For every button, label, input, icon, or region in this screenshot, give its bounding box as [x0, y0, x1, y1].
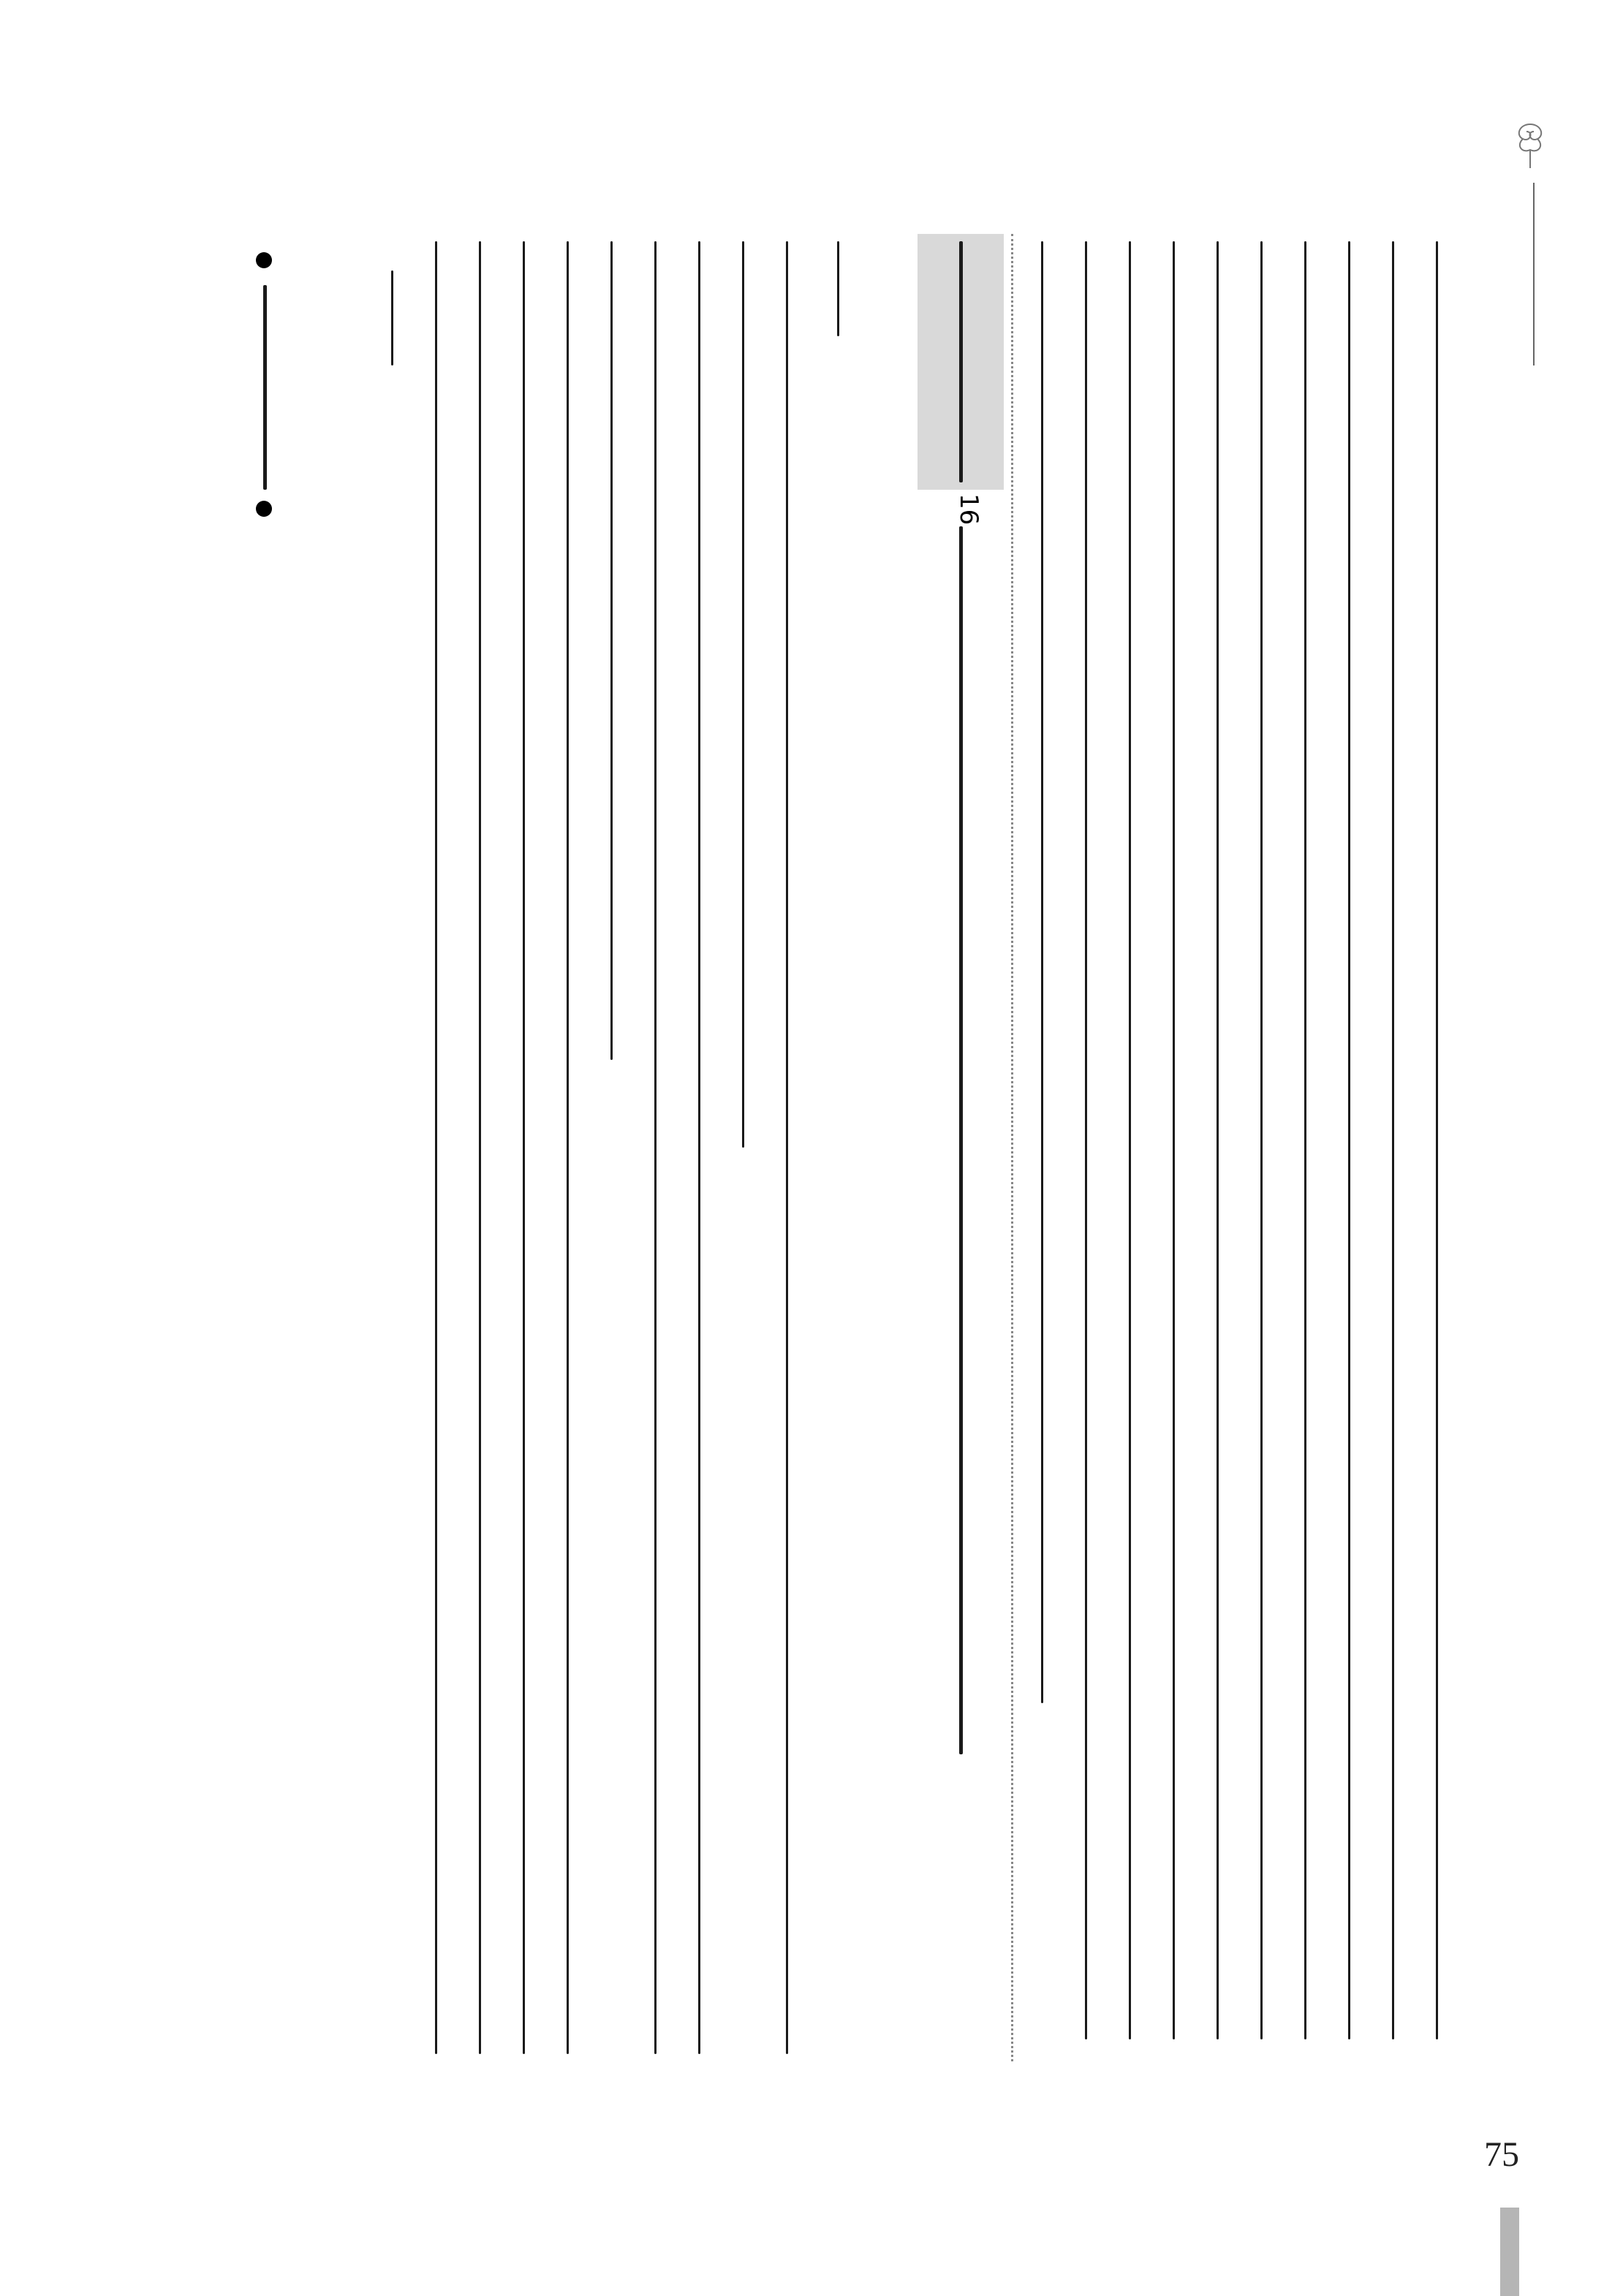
text-line	[472, 234, 508, 1988]
script-stroke	[1260, 241, 1263, 2039]
script-stroke	[1348, 241, 1350, 2039]
text-line	[822, 234, 859, 1988]
script-stroke	[786, 241, 788, 2054]
script-stroke	[1392, 241, 1394, 2039]
bullet-dot	[256, 252, 272, 268]
script-stroke	[567, 241, 569, 2054]
header-ornament-icon	[1497, 110, 1563, 175]
script-stroke	[391, 270, 393, 365]
script-stroke	[959, 241, 963, 482]
page-edge-tab	[1500, 2208, 1519, 2296]
script-stroke	[959, 526, 963, 1754]
text-line	[779, 234, 815, 1988]
script-stroke	[435, 241, 437, 2054]
running-header	[1510, 373, 1554, 1279]
script-stroke	[1085, 241, 1087, 2039]
text-line	[559, 234, 596, 1988]
section-separator	[1011, 234, 1013, 2061]
text-line	[428, 234, 464, 1988]
text-line	[603, 234, 640, 1988]
text-line	[647, 234, 684, 1988]
bullet-dot	[256, 501, 272, 517]
script-stroke	[1304, 241, 1306, 2039]
bullet-line-text	[252, 292, 289, 497]
text-line	[735, 234, 771, 1988]
text-line	[515, 234, 552, 1988]
section-heading	[937, 526, 988, 1769]
script-stroke	[1129, 241, 1131, 2039]
script-stroke	[1436, 241, 1438, 2039]
script-stroke	[1041, 241, 1043, 1703]
script-stroke	[837, 241, 839, 336]
script-stroke	[523, 241, 525, 2054]
script-stroke	[742, 241, 744, 1148]
script-stroke	[263, 285, 267, 490]
page-number: 75	[1484, 2135, 1519, 2174]
text-line	[691, 234, 727, 1988]
script-stroke	[698, 241, 700, 2054]
script-stroke	[479, 241, 481, 2054]
script-stroke	[654, 241, 657, 2054]
script-stroke	[1173, 241, 1175, 2039]
heading-number: 16	[954, 493, 983, 526]
script-stroke	[1217, 241, 1219, 2039]
script-stroke	[610, 241, 613, 1060]
header-rule	[1533, 183, 1535, 365]
